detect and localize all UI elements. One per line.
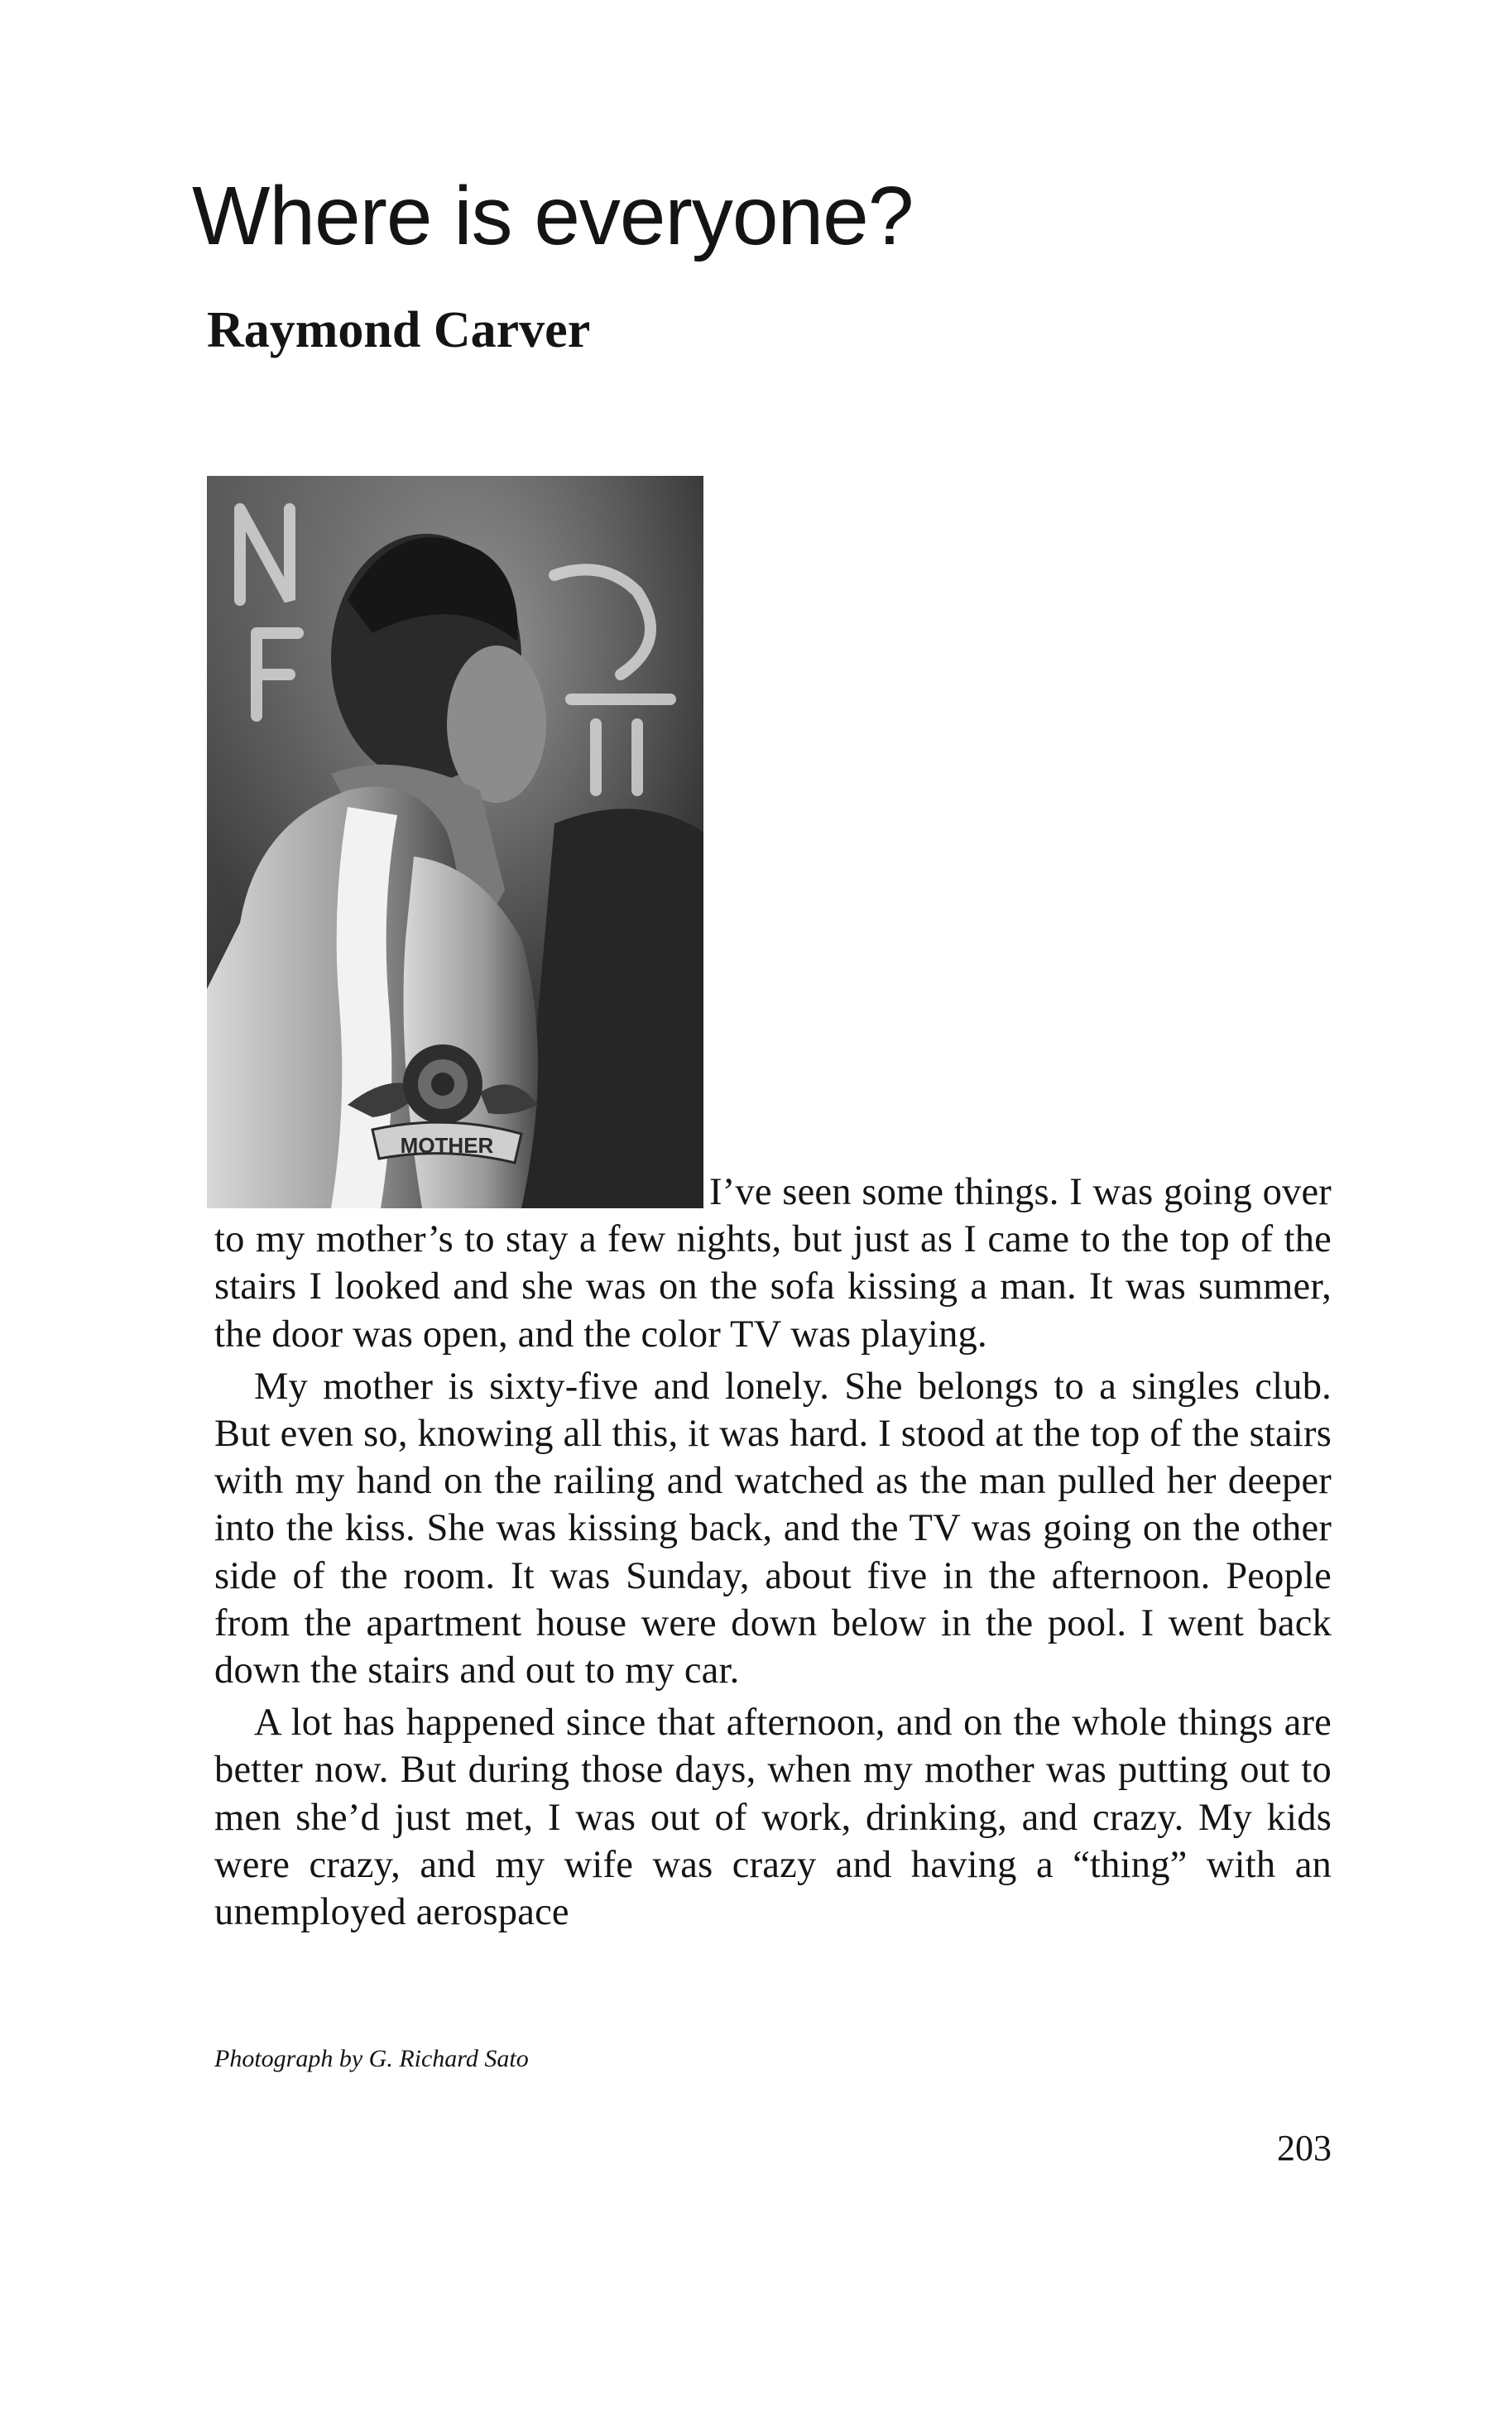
- tattoo-text: MOTHER: [400, 1133, 494, 1158]
- photo-credit: Photograph by G. Richard Sato: [214, 2045, 529, 2072]
- article-body: [214, 1169, 1332, 1936]
- photo-wrap-spacer: [214, 1169, 709, 1208]
- photo-image: [207, 476, 703, 1208]
- page-number: 203: [1277, 2128, 1332, 2168]
- paragraph-2: My mother is sixty-five and lonely. She belongs to a singles club. But even so, knowing all this, it was hard. I stood at the top of the stairs with my hand on the railing and watched as the man pulled her deeper into the kiss. She was kissing back, and the TV was going on the other side of the room. It was Sunday, about five in the afternoon. People from the apartment house were down below in the pool. I went back down the stairs and out to my car.: [214, 1365, 1332, 1692]
- author-name: Raymond Carver: [207, 302, 591, 358]
- article-title: Where is everyone?: [192, 170, 914, 262]
- paragraph-1: I’ve seen some things. I was going over to my mother’s to stay a few nights, but just as I came to the top of the stairs I looked and she was on the sofa kissing a man. It was summer, the door was open, and the color TV was playing.: [214, 1171, 1332, 1356]
- paragraph-3: A lot has happened since that afternoon, and on the whole things are better now. But during those days, when my mother was putting out to men she’d just met, I was out of work, drinking, and crazy. My kids were crazy, and my wife was crazy and having a “thing” with an unemployed aerospace: [214, 1702, 1332, 1934]
- tattoo-photograph: [207, 476, 703, 1208]
